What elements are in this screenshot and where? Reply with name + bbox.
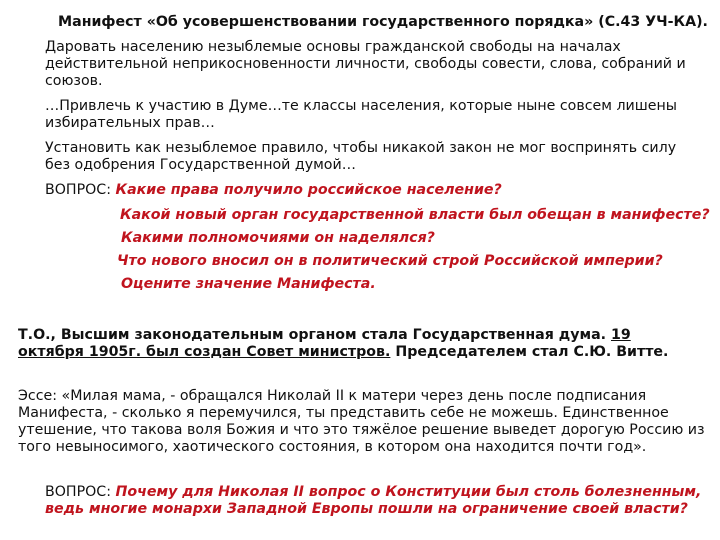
question-political-change: Что нового вносил он в политический строй Российской империи?: [117, 253, 663, 269]
question-powers: Какими полномочиями он наделялся?: [121, 230, 435, 246]
manifesto-paragraph-duma-participation: …Привлечь к участию в Думе…те классы населения, которые ныне совсем лишены избирательных прав…: [45, 98, 677, 131]
question-rights: Какие права получило российское население?: [115, 182, 502, 198]
essay-text: Эссе: «Милая мама, - обращался Николай II к матери через день после подписания Манифеста, - сколько я перемучился, ты представить себе не можешь. Единственное утешение, что такова воля Божия и что это тяжёлое решение выведет дорогую Россию из того невыносимого, хаотического состояния, в котором она находится почти год».: [18, 388, 705, 455]
conclusion-chairman: Председателем стал С.Ю. Витте.: [390, 344, 669, 360]
conclusion-text: [18, 327, 678, 361]
essay-question-label: ВОПРОС:: [45, 484, 116, 500]
essay-question-text: Почему для Николая II вопрос о Конституции был столь болезненным, ведь многие монархи Западной Европы пошли на ограничение своей власти?: [45, 484, 702, 517]
manifesto-title: Манифест «Об усовершенствовании государственного порядка» (С.43 УЧ-КА).: [58, 14, 708, 30]
manifesto-paragraph-law-rule: Установить как незыблемое правило, чтобы никакой закон не мог воспринять силу без одобрения Государственной думой…: [45, 140, 677, 173]
manifesto-question-line: [45, 182, 502, 199]
question-new-organ: Какой новый орган государственной власти был обещан в манифесте?: [120, 207, 710, 223]
manifesto-paragraph-freedoms: Даровать населению незыблемые основы гражданской свободы на началах действительной неприкосновенности личности, свободы совести, слова, собраний и союзов.: [45, 39, 686, 89]
conclusion-duma: Т.О., Высшим законодательным органом стала Государственная дума.: [18, 327, 611, 343]
essay-question: [45, 484, 710, 518]
question-significance: Оцените значение Манифеста.: [121, 276, 376, 292]
question-label: ВОПРОС:: [45, 182, 116, 198]
conclusion-council-date: 19 октября 1905г. был создан Совет министров.: [18, 327, 631, 360]
